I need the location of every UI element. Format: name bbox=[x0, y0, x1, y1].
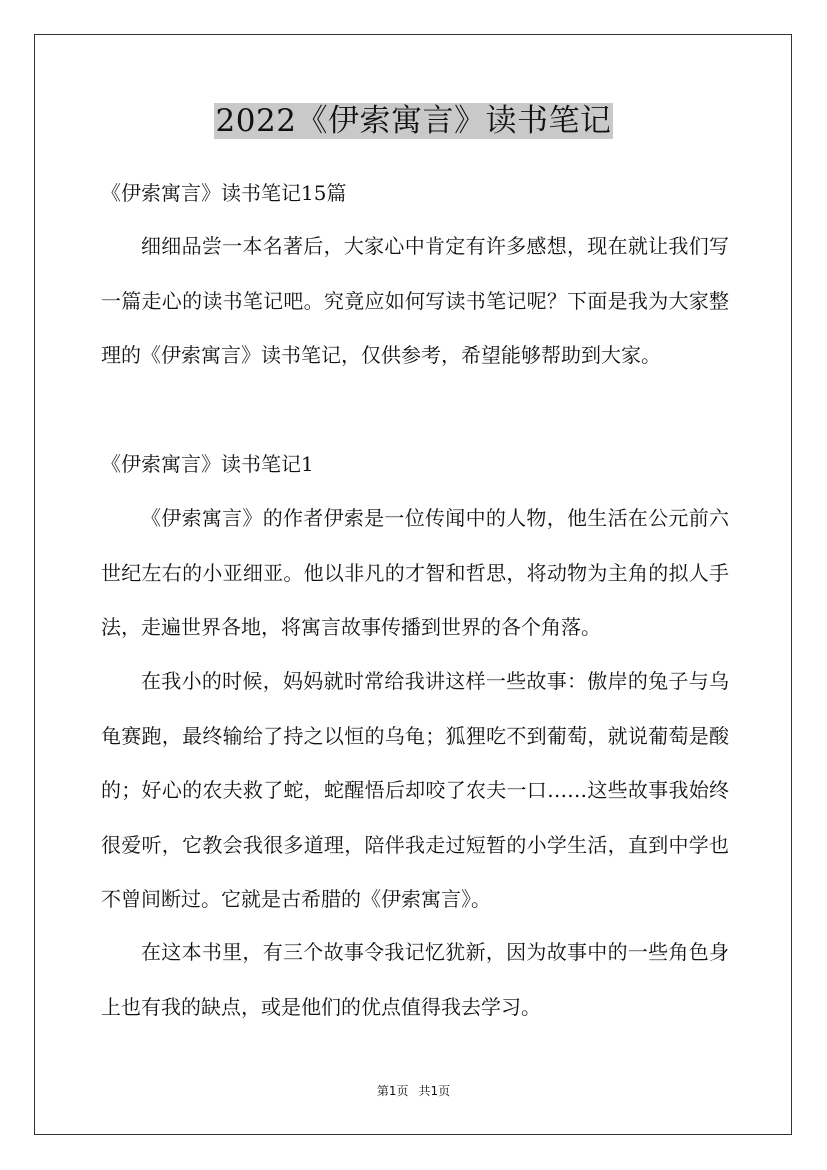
body-paragraph: 在我小的时候，妈妈就时常给我讲这样一些故事：傲岸的兔子与乌龟赛跑，最终输给了持之以恒的乌龟；狐狸吃不到葡萄，就说葡萄是酸的；好心的农夫救了蛇，蛇醒悟后却咬了农夫一口……这些故事我始终很爱听，它教会我很多道理，陪伴我走过短暂的小学生活，直到中学也不曾间断过。它就是古希腊的《伊索寓言》。 bbox=[101, 669, 729, 911]
document-subtitle: 《伊索寓言》读书笔记15篇 bbox=[101, 181, 347, 205]
page-footer bbox=[0, 1083, 827, 1099]
page-number-current: 第1页 bbox=[376, 1084, 409, 1098]
body-paragraph: 《伊索寓言》的作者伊索是一位传闻中的人物，他生活在公元前六世纪左右的小亚细亚。他以非凡的才智和哲思，将动物为主角的拟人手法，走遍世界各地，将寓言故事传播到世界的各个角落。 bbox=[101, 506, 729, 639]
body-paragraph: 在这本书里，有三个故事令我记忆犹新，因为故事中的一些角色身上也有我的缺点，或是他们的优点值得我去学习。 bbox=[101, 940, 729, 1019]
section-heading: 《伊索寓言》读书笔记1 bbox=[101, 452, 314, 476]
document-title-text: 2022《伊索寓言》读书笔记 bbox=[215, 103, 612, 139]
document-title bbox=[0, 98, 827, 144]
page-number-total: 共1页 bbox=[418, 1084, 451, 1098]
intro-paragraph: 细细品尝一本名著后，大家心中肯定有许多感想，现在就让我们写一篇走心的读书笔记吧。究竟应如何写读书笔记呢？下面是我为大家整理的《伊索寓言》读书笔记，仅供参考，希望能够帮助到大家。 bbox=[101, 234, 729, 367]
